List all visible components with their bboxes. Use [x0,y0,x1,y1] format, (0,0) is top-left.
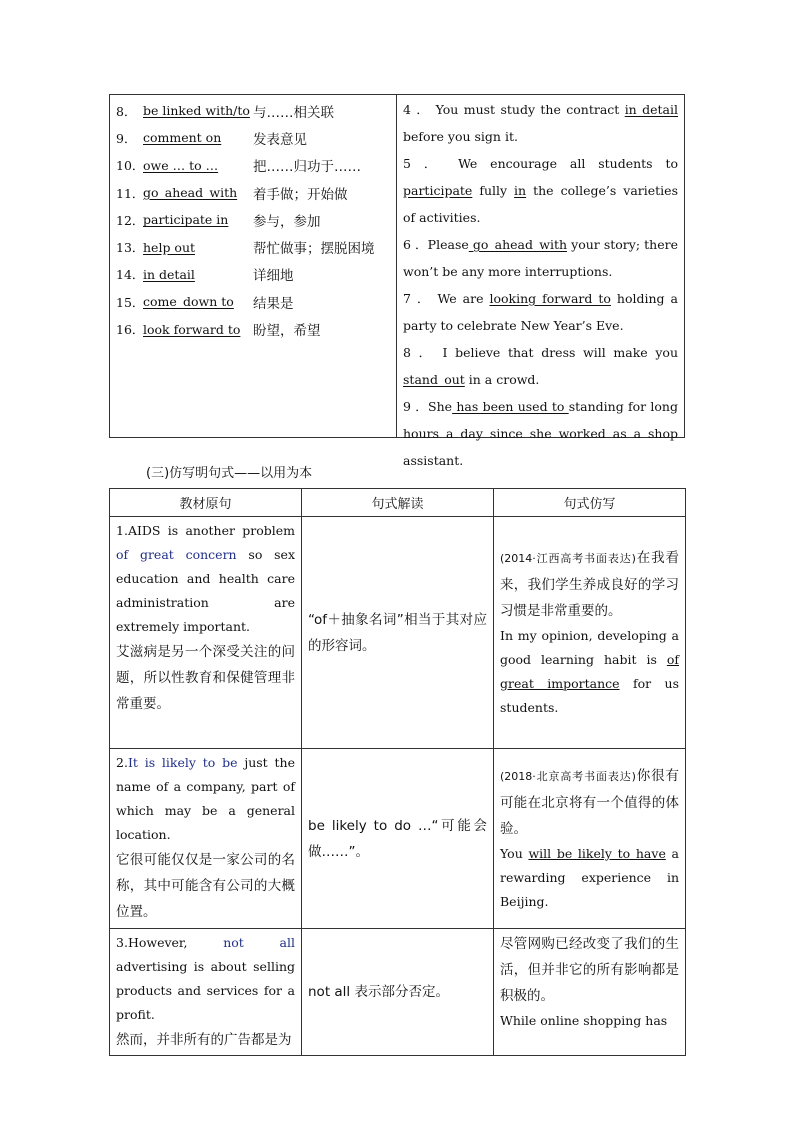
explanation-cell: not all 表示部分否定。 [302,929,494,1056]
phrase-meaning: 把……归功于…… [253,159,361,176]
sentence-answer: participate [403,183,473,198]
phrase-meaning: 着手做；开始做 [253,186,348,203]
phrase-meaning: 盼望，希望 [253,323,321,340]
source-note: (2018·北京高考书面表达) [500,770,636,783]
list-item: 15． come_down to 结果是 [110,288,396,315]
original-translation: 然而，并非所有的广告都是为 [116,1032,292,1048]
section-title: (三)仿写明句式——以用为本 [146,466,313,481]
table-row [110,929,686,1056]
phrase-answer: look forward to [143,321,241,337]
phrase-meaning: 参与，参加 [253,213,321,230]
sentence-answer: has been used to [452,399,569,414]
imitation-cell: 尽管网购已经改变了我们的生活，但并非它的所有影响都是积极的。 While online shopping has [494,929,686,1056]
column-header: 教材原句 [110,489,302,517]
phrase-list [110,95,397,437]
sentence-answer: will be likely to have [528,846,666,861]
example-sentences [397,95,684,468]
phrase-meaning: 详细地 [253,268,294,285]
sentence-answer: stand_out [403,372,465,387]
sentence-answer: looking forward to [489,291,611,306]
phrase-meaning: 与……相关联 [253,104,334,121]
phrase-answer: be linked with/to [143,103,250,119]
original-sentence-cell: 1.AIDS is another problem of great concern so sex education and health care administration are extremely important. 艾滋病是另一个深受关注的问题，所以性教育和保健管理非常重要。 [110,517,302,749]
example-sentence: 7 ． We are looking forward to holding a party to celebrate New Year’s Eve. [403,291,678,333]
list-item: 14． in detail 详细地 [110,261,396,288]
example-sentence: 9 ．She has been used to standing for long hours a day since she worked as a shop assistant. [403,399,678,468]
list-item: 11． go_ahead_with 着手做；开始做 [110,179,396,206]
example-sentence: 6 ．Please go_ahead_with your story; there won’t be any more interruptions. [403,237,679,279]
phrase-meaning: 结果是 [253,295,294,312]
highlighted-phrase: not all [223,935,295,950]
explanation-cell: “of＋抽象名词”相当于其对应的形容词。 [302,517,494,749]
imitation-sentence: You will be likely to have a rewarding experience in Beijing. [500,846,679,909]
original-translation: 艾滋病是另一个深受关注的问题，所以性教育和保健管理非常重要。 [116,644,295,712]
sentence-answer: in [514,183,527,198]
phrase-answer: owe … to … [143,157,219,173]
explanation-cell: be likely to do …“可能会做……”。 [302,749,494,929]
phrase-answer: participate in [143,212,229,228]
highlighted-phrase: It is likely to be [127,755,238,770]
list-item: 8． be linked with/to 与……相关联 [110,97,396,124]
phrase-meaning: 发表意见 [253,131,307,148]
vocabulary-table [109,94,685,468]
table-row [110,749,686,929]
sentence-answer: of great importance [500,652,679,691]
phrase-answer: go_ahead_with [143,185,238,201]
table-header-row [110,489,686,517]
list-item: 9． comment on 发表意见 [110,124,396,151]
list-item: 10． owe … to … 把……归功于…… [110,152,396,179]
list-item: 16． look forward to 盼望，希望 [110,315,396,342]
original-translation: 它很可能仅仅是一家公司的名称，其中可能含有公司的大概位置。 [116,852,295,920]
imitation-sentence: While online shopping has [500,1013,668,1028]
list-item: 13． help out 帮忙做事；摆脱困境 [110,233,396,260]
example-sentence: 8 ． I believe that dress will make you stand_out in a crowd. [403,345,678,387]
column-header: 句式解读 [302,489,494,517]
phrase-answer: help out [143,239,196,255]
imitation-sentence: In my opinion, developing a good learning habit is of great importance for us students. [500,628,679,715]
column-header: 句式仿写 [494,489,686,517]
imitation-cell: (2014·江西高考书面表达)在我看来，我们学生养成良好的学习习惯是非常重要的。 In my opinion, developing a good learning habit is of great importance for us students. [494,517,686,749]
phrase-answer: in detail [143,266,195,282]
phrase-answer: comment on [143,130,222,146]
table-row [110,517,686,749]
example-sentence: 4 ． You must study the contract in detail before you sign it. [403,102,678,144]
sentence-pattern-table [109,488,686,1056]
highlighted-phrase: of great concern [116,547,237,562]
example-sentence: 5 ． We encourage all students to participate fully in the college’s varieties of activities. [403,156,678,225]
phrase-meaning: 帮忙做事；摆脱困境 [253,241,375,258]
original-sentence-cell: 2.It is likely to be just the name of a company, part of which may be a general location. 它很可能仅仅是一家公司的名称，其中可能含有公司的大概位置。 [110,749,302,929]
original-sentence-cell: 3.However, not all advertising is about selling products and services for a profit. 然而，并非所有的广告都是为 [110,929,302,1056]
sentence-answer: in detail [624,102,678,117]
imitation-cell: (2018·北京高考书面表达)你很有可能在北京将有一个值得的体验。 You will be likely to have a rewarding experience in Beijing. [494,749,686,929]
source-note: (2014·江西高考书面表达) [500,552,636,565]
phrase-answer: come_down to [143,294,234,310]
sentence-answer: go_ahead_with [468,237,568,252]
list-item: 12． participate in 参与，参加 [110,206,396,233]
